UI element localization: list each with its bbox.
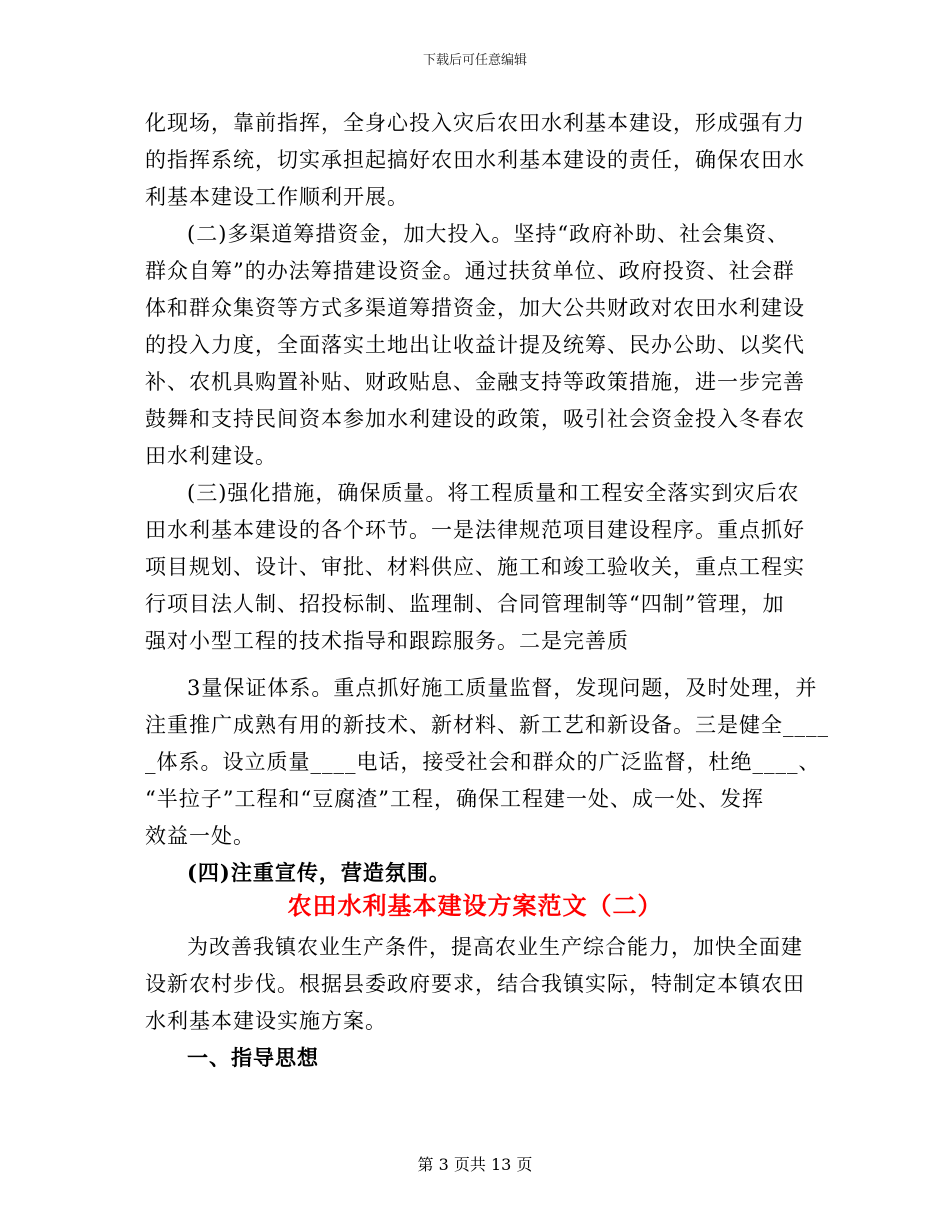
page-footer: 第 3 页共 13 页: [417, 1155, 533, 1174]
paragraph-line: 体和群众集资等方式多渠道筹措资金，加大公共财政对农田水利建设: [145, 296, 805, 320]
subheading: 一、指导思想: [187, 1045, 319, 1070]
paragraph-line: 水利基本建设实施方案。: [145, 1009, 387, 1033]
paragraph-line: 3量保证体系。重点抓好施工质量监督，发现问题，及时处理，并: [187, 676, 818, 700]
paragraph-line: _体系。设立质量____电话，接受社会和群众的广泛监督，杜绝____、: [145, 750, 821, 774]
paragraph-line: 效益一处。: [145, 824, 255, 848]
paragraph-line: 田水利建设。: [145, 444, 277, 468]
paragraph-line: 的指挥系统，切实承担起搞好农田水利基本建设的责任，确保农田水: [145, 148, 805, 172]
paragraph-line: 注重推广成熟有用的新技术、新材料、新工艺和新设备。三是健全____: [145, 713, 829, 737]
paragraph-line: 强对小型工程的技术指导和跟踪服务。二是完善质: [145, 629, 629, 653]
paragraph-line: “半拉子”工程和“豆腐渣”工程，确保工程建一处、成一处、发挥: [145, 787, 764, 811]
paragraph-line: 群众自筹”的办法筹措建设资金。通过扶贫单位、政府投资、社会群: [145, 259, 795, 283]
paragraph-line: 鼓舞和支持民间资本参加水利建设的政策，吸引社会资金投入冬春农: [145, 407, 805, 431]
paragraph-line: 项目规划、设计、审批、材料供应、施工和竣工验收关，重点工程实: [145, 555, 805, 579]
paragraph-line: (二)多渠道筹措资金，加大投入。坚持“政府补助、社会集资、: [187, 222, 790, 246]
paragraph-line: 补、农机具购置补贴、财政贴息、金融支持等政策措施，进一步完善: [145, 370, 805, 394]
paragraph-line: 行项目法人制、招投标制、监理制、合同管理制等“四制”管理，加: [145, 592, 785, 616]
paragraph-line: 为改善我镇农业生产条件，提高农业生产综合能力，加快全面建: [187, 935, 803, 959]
paragraph-line: 利基本建设工作顺利开展。: [145, 185, 409, 209]
subheading: (四)注重宣传，营造氛围。: [187, 860, 451, 885]
paragraph-line: 化现场，靠前指挥，全身心投入灾后农田水利基本建设，形成强有力: [145, 111, 805, 135]
section-title: 农田水利基本建设方案范文（二）: [287, 891, 663, 920]
paragraph-line: (三)强化措施，确保质量。将工程质量和工程安全落实到灾后农: [187, 481, 800, 505]
paragraph-line: 设新农村步伐。根据县委政府要求，结合我镇实际，特制定本镇农田: [145, 972, 805, 996]
paragraph-line: 田水利基本建设的各个环节。一是法律规范项目建设程序。重点抓好: [145, 518, 805, 542]
paragraph-line: 的投入力度，全面落实土地出让收益计提及统筹、民办公助、以奖代: [145, 333, 805, 357]
page-header: 下载后可任意编辑: [422, 53, 527, 68]
